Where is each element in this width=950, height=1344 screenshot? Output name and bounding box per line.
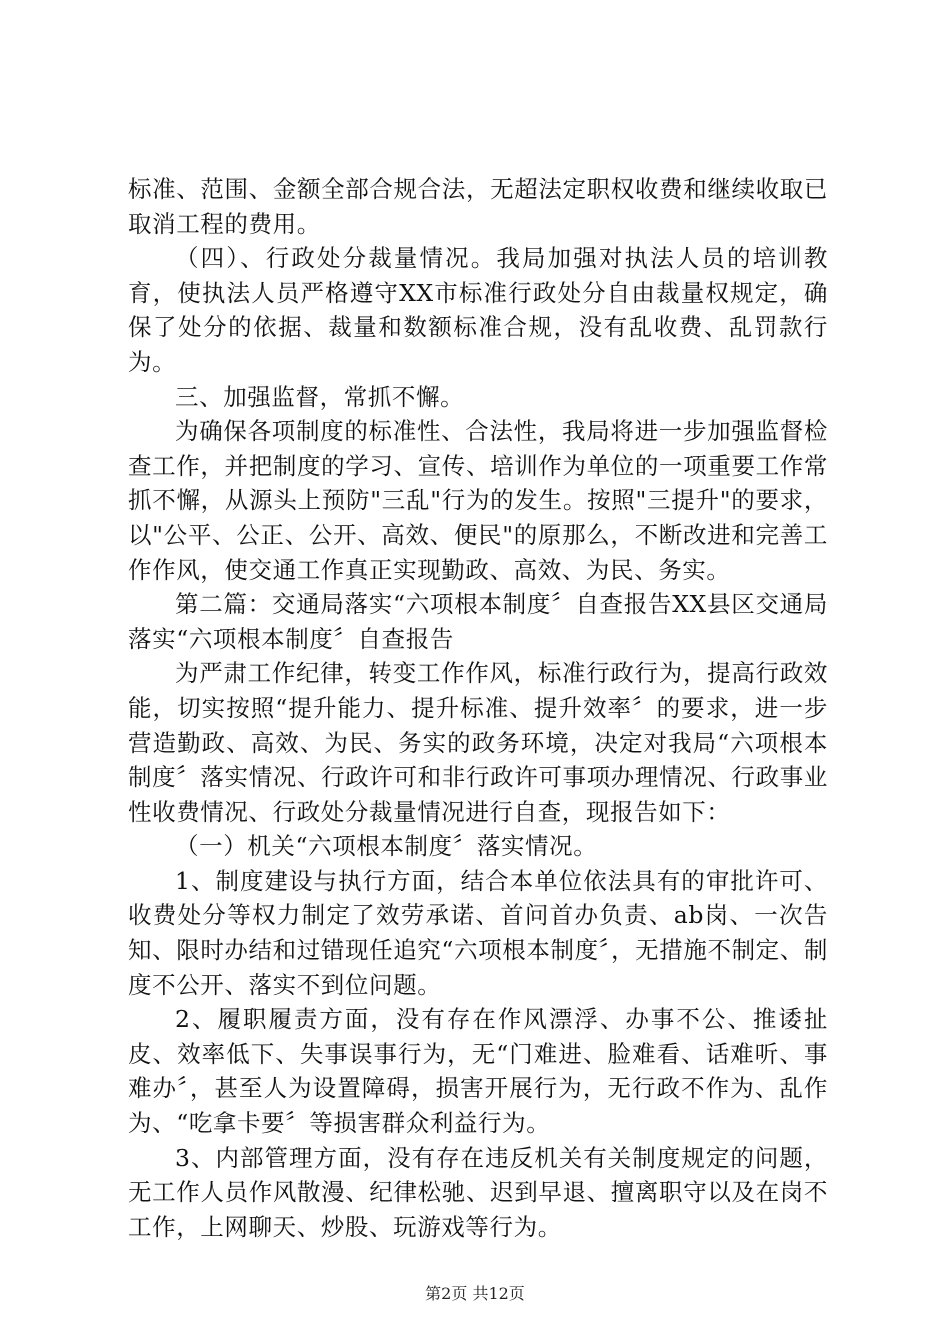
subsection-heading-1: （一）机关“六项根本制度〞落实情况。 <box>175 832 598 861</box>
paragraph-10: 3、内部管理方面，没有存在违反机关有关制度规定的问题，无工作人员作风散漫、纪律松驰、迟到早退、擅离职守以及在岗不工作，上网聊天、炒股、玩游戏等行为。 <box>128 1143 828 1241</box>
page-footer: 第2页 共12页 <box>425 1284 525 1303</box>
paragraph-6: 为严肃工作纪律，转变工作作风，标准行政行为，提高行政效能，切实按照“提升能力、提升标准、提升效率〞的要求，进一步营造勤政、高效、为民、务实的政务环境，决定对我局“六项根本制度〞落实情况、行政许可和非行政许可事项办理情况、行政事业性收费情况、行政处分裁量情况进行自查，现报告如下： <box>128 659 828 826</box>
paragraph-4: 为确保各项制度的标准性、合法性，我局将进一步加强监督检查工作，并把制度的学习、宣传、培训作为单位的一项重要工作常抓不懈，从源头上预防"三乱"行为的发生。按照"三提升"的要求，以"公平、公正、公开、高效、便民"的原那么，不断改进和完善工作作风，使交通工作真正实现勤政、高效、为民、务实。 <box>128 417 828 584</box>
paragraph-1: 标准、范围、金额全部合规合法，无超法定职权收费和继续收取已取消工程的费用。 <box>128 175 828 238</box>
section-heading-3: 三、加强监督，常抓不懈。 <box>175 382 465 411</box>
chapter-heading-2: 第二篇：交通局落实“六项根本制度〞自查报告XX县区交通局落实“六项根本制度〞自查报告 <box>128 590 828 653</box>
paragraph-8: 1、制度建设与执行方面，结合本单位依法具有的审批许可、收费处分等权力制定了效劳承诺、首问首办负责、ab岗、一次告知、限时办结和过错现任追究“六项根本制度〞，无措施不制定、制度不公开、落实不到位问题。 <box>128 866 828 999</box>
paragraph-9: 2、履职履责方面，没有存在作风漂浮、办事不公、推诿扯皮、效率低下、失事误事行为，无“门难进、脸难看、话难听、事难办〞，甚至人为设置障碍，损害开展行为，无行政不作为、乱作为、“吃拿卡要〞等损害群众利益行为。 <box>128 1005 828 1138</box>
document-body <box>128 172 828 1244</box>
paragraph-2: （四）、行政处分裁量情况。我局加强对执法人员的培训教育，使执法人员严格遵守XX市标准行政处分自由裁量权规定，确保了处分的依据、裁量和数额标准合规，没有乱收费、乱罚款行为。 <box>128 244 828 376</box>
